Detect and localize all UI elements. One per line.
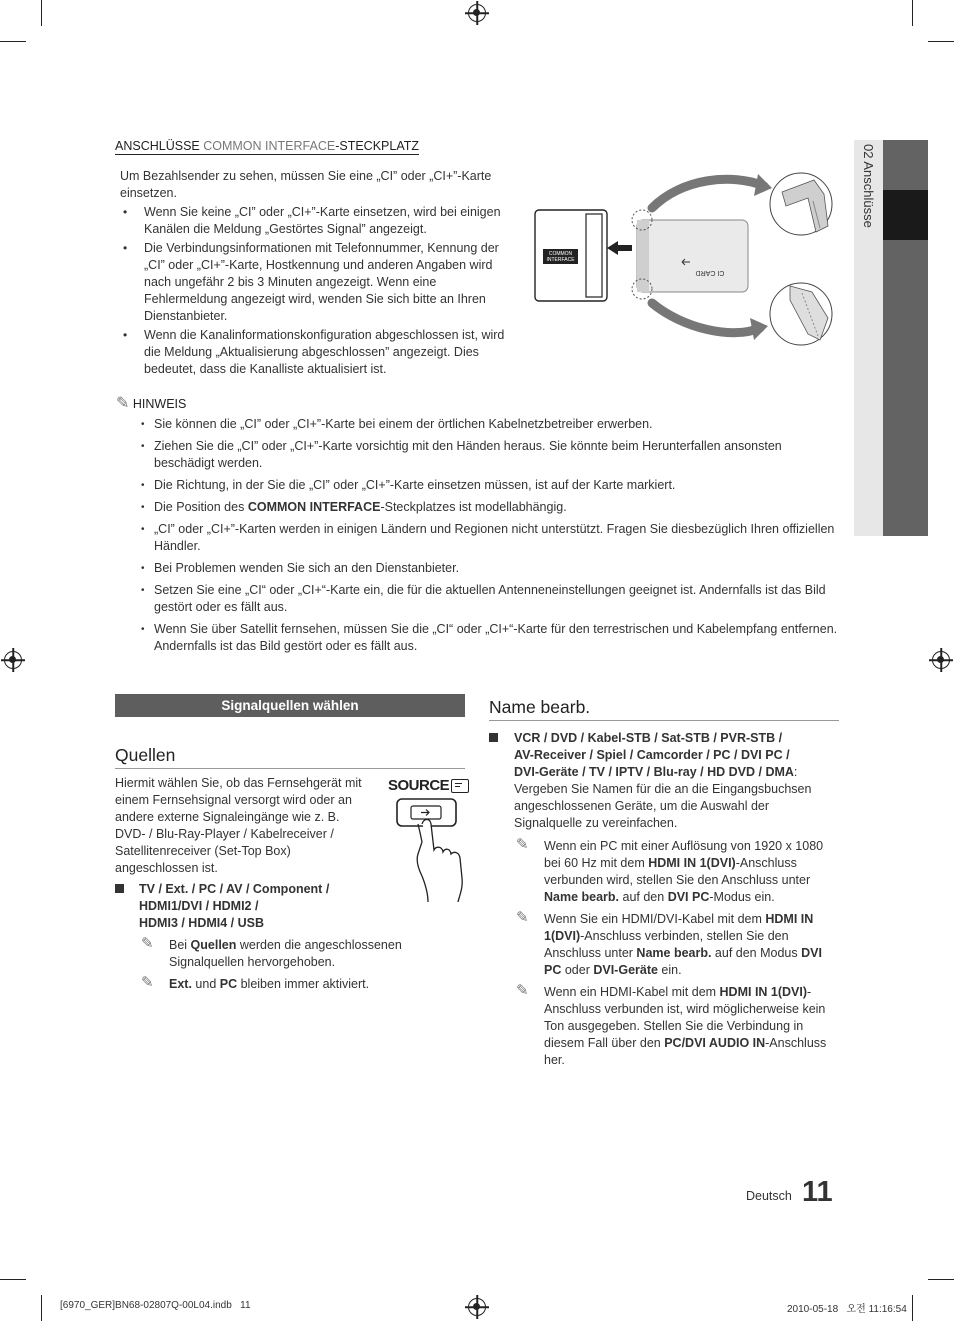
hinweis-list	[115, 416, 840, 660]
list-item: • Die Verbindungsinformationen mit Telefonnummer, Kennung der „CI” oder „CI+”-Karte, Hostkennung und anderen Angaben wird nach ungefähr 2 bis 3 Minuten angezeigt. Wenn eine Fehlermeldung angezeigt wird, wenden Sie sich bitte an Ihren Dienstanbieter.	[115, 240, 517, 325]
ci-card	[637, 220, 748, 292]
pencil-icon: ✎	[141, 935, 154, 952]
side-tab-label: 02 Anschlüsse	[861, 144, 876, 228]
file-info: [6970_GER]BN68-02807Q-00L04.indb 11	[60, 1300, 251, 1311]
section-bar: Signalquellen wählen	[115, 694, 465, 717]
quellen-list: TV / Ext. / PC / AV / Component / HDMI1/DVI / HDMI2 / HDMI3 / HDMI4 / USB ✎ Bei Quellen werden die angeschlossenen Signalquellen hervorgehoben. ✎ Ext. und PC bleiben immer aktiviert.	[115, 881, 445, 998]
list-item: • Wenn Sie über Satellit fernsehen, müssen Sie die „CI“ oder „CI+“-Karte für den terrestrischen und Kabelempfang entfernen. Andernfalls ist das Bild gestört oder es fällt aus.	[115, 621, 840, 655]
footer-language: Deutsch	[746, 1189, 792, 1203]
ci-card-figure	[532, 168, 837, 353]
list-item: • Sie können die „CI” oder „CI+”-Karte bei einem der örtlichen Kabelnetzbetreiber erwerben.	[115, 416, 840, 433]
registration-mark-icon	[468, 4, 486, 22]
side-tab-marker	[883, 190, 928, 240]
pencil-icon: ✎	[516, 909, 529, 926]
registration-mark-icon	[4, 651, 22, 669]
quellen-note-2: ✎ Ext. und PC bleiben immer aktiviert.	[141, 974, 370, 991]
slot-label-2: INTERFACE	[546, 257, 575, 263]
insert-arrow-icon	[607, 241, 632, 255]
hinweis-label: HINWEIS	[132, 397, 187, 411]
hinweis-heading	[116, 393, 186, 413]
intro-bullets	[115, 204, 517, 380]
intro-text: Um Bezahlsender zu sehen, müssen Sie eine „CI” oder „CI+”-Karte einsetzen.	[120, 169, 492, 200]
source-label: SOURCE	[388, 777, 450, 794]
quellen-heading: Quellen	[115, 745, 176, 765]
crop-mark	[928, 41, 954, 42]
crop-mark	[912, 1295, 913, 1321]
source-menu-icon	[451, 779, 469, 793]
section-title	[115, 139, 419, 155]
registration-mark-icon	[468, 1298, 486, 1316]
square-bullet-icon	[115, 884, 124, 893]
list-item: • Ziehen Sie die „CI” oder „CI+”-Karte vorsichtig mit den Händen heraus. Sie könnte beim Herunterfallen ansonsten beschädigt werden.	[115, 438, 840, 472]
ci-card-label: CI CARD	[695, 269, 725, 276]
list-item: • Die Position des COMMON INTERFACE-Steckplatzes ist modellabhängig.	[115, 499, 840, 516]
crop-mark	[41, 1295, 42, 1321]
list-item: • „CI” oder „CI+”-Karten werden in einigen Ländern und Regionen nicht unterstützt. Fragen Sie diesbezüglich Ihren offiziellen Händler.	[115, 521, 840, 555]
name-bearb-note-1: ✎ Wenn ein PC mit einer Auflösung von 1920 x 1080 bei 60 Hz mit dem HDMI IN 1(DVI)-Anschluss verbunden wird, stellen Sie den Anschluss unter Name bearb. auf den DVI PC-Modus ein.	[516, 836, 824, 904]
pencil-icon: ✎	[516, 982, 529, 999]
crop-mark	[0, 41, 26, 42]
list-item: • Wenn Sie keine „CI” oder „CI+”-Karte einsetzen, wird bei einigen Kanälen die Meldung „Gestörtes Signal” angezeigt.	[115, 204, 517, 238]
section-title-c: -STECKPLATZ	[335, 139, 419, 153]
list-item: • Bei Problemen wenden Sie sich an den Dienstanbieter.	[115, 560, 840, 577]
name-bearb-note-3: ✎ Wenn ein HDMI-Kabel mit dem HDMI IN 1(DVI)-Anschluss verbunden ist, wird möglicherweise kein Ton ausgegeben. Stellen Sie die Verbindung in diesem Fall über den PC/DVI AUDIO IN-Anschluss her.	[516, 982, 827, 1067]
pencil-icon: ✎	[141, 974, 154, 991]
slot-label-1: COMMON	[548, 251, 573, 257]
divider	[115, 768, 465, 769]
quellen-note-1: ✎ Bei Quellen werden die angeschlossenen Signalquellen hervorgehoben.	[141, 935, 402, 969]
curved-arrow-down-icon	[652, 303, 760, 333]
list-item: • Setzen Sie eine „CI“ oder „CI+“-Karte ein, die für die aktuellen Antenneneinstellungen geeignet ist. Andernfalls ist das Bild gestört oder es fällt aus.	[115, 582, 840, 616]
list-item: • Wenn die Kanalinformationskonfiguration abgeschlossen ist, wird die Meldung „Aktualisierung abgeschlossen” angezeigt. Dies bedeutet, dass die Kanalliste aktualisiert ist.	[115, 327, 517, 378]
name-bearb-list: VCR / DVD / Kabel-STB / Sat-STB / PVR-STB / AV-Receiver / Spiel / Camcorder / PC / DVI PC / DVI-Geräte / TV / IPTV / Blu-ray / HD DVD / DMA: Vergeben Sie Namen für die an die Eingangsbuchsen angeschlossenen Geräte, um die Auswahl der Signalquelle zu vereinfachen. ✎ Wenn ein PC mit einer Auflösung von 1920 x 1080 bei 60 Hz mit dem HDMI IN 1(DVI)-Anschluss verbunden wird, stellen Sie den Anschluss unter Name bearb. auf den DVI PC-Modus ein. ✎ Wenn Sie ein HDMI/DVI-Kabel mit dem HDMI IN 1(DVI)-Anschluss verbinden, stellen Sie den Anschluss unter Name bearb. auf den Modus DVI PC oder DVI-Geräte ein. ✎ Wenn ein HDMI-Kabel mit dem HDMI IN 1(DVI)-Anschluss verbunden ist, wird möglicherweise kein Ton ausgegeben. Stellen Sie die Verbindung in diesem Fall über den PC/DVI AUDIO IN-Anschluss her.	[489, 730, 839, 1074]
list-item: • Die Richtung, in der Sie die „CI” oder „CI+”-Karte einsetzen müssen, ist auf der Karte markiert.	[115, 477, 840, 494]
name-bearb-heading: Name bearb.	[489, 697, 591, 717]
crop-mark	[912, 0, 913, 26]
registration-mark-icon	[932, 651, 950, 669]
ci-slot	[586, 214, 602, 297]
square-bullet-icon	[489, 733, 498, 742]
page-number: 11	[802, 1176, 833, 1208]
section-title-b: COMMON INTERFACE	[203, 139, 336, 153]
crop-mark	[0, 1279, 26, 1280]
divider	[489, 720, 839, 721]
curved-arrow-up-icon	[652, 179, 764, 208]
pencil-icon: ✎	[116, 395, 130, 412]
quellen-body: Hiermit wählen Sie, ob das Fernsehgerät mit einem Fernsehsignal versorgt wird oder an andere externe Signaleingänge wie z. B. DVD- / Blu-Ray-Player / Kabelreceiver / Satellitenreceiver (Set-Top Box) angeschlossen ist.	[115, 776, 362, 875]
crop-mark	[41, 0, 42, 26]
name-bearb-note-2: ✎ Wenn Sie ein HDMI/DVI-Kabel mit dem HDMI IN 1(DVI)-Anschluss verbinden, stellen Sie den Anschluss unter Name bearb. auf den Modus DVI PC oder DVI-Geräte ein.	[516, 909, 822, 977]
crop-mark	[928, 1279, 954, 1280]
section-title-a: ANSCHLÜSSE	[115, 139, 200, 153]
timestamp: 2010-05-18 오전 11:16:54	[787, 1304, 907, 1315]
pencil-icon: ✎	[516, 836, 529, 853]
